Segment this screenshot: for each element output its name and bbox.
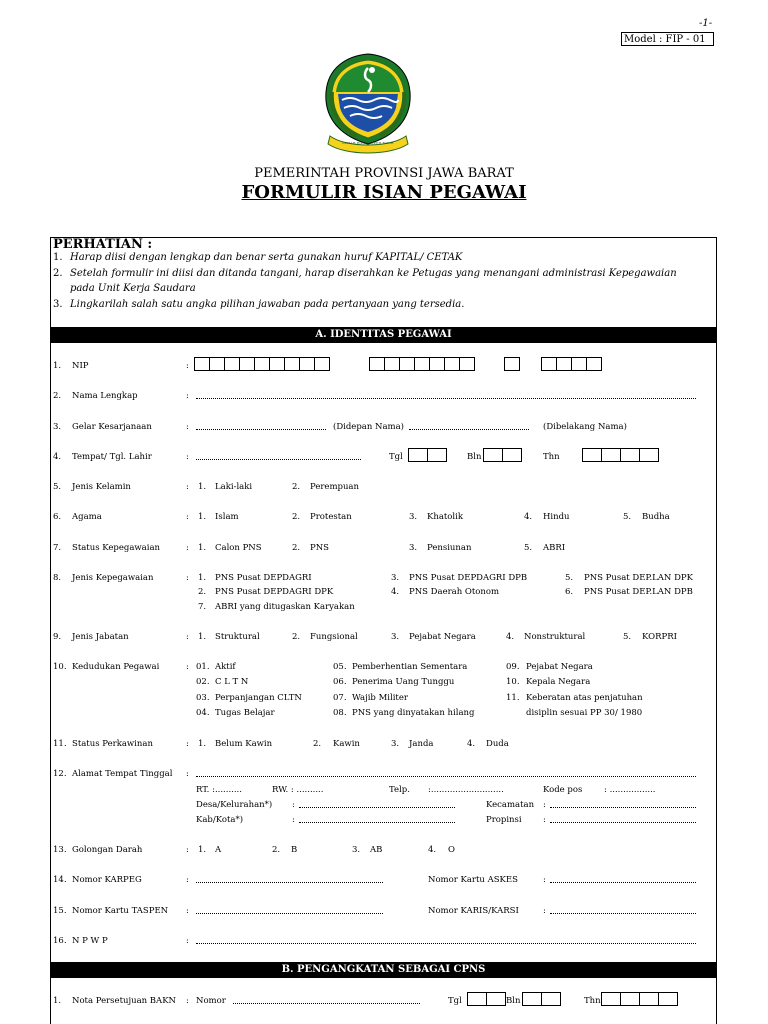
field-number: 1. bbox=[53, 996, 62, 1006]
option-number[interactable]: 2. bbox=[292, 543, 301, 553]
option-number[interactable]: 11. bbox=[506, 693, 520, 703]
field-number: 13. bbox=[53, 845, 67, 855]
option-number[interactable]: 1. bbox=[198, 632, 207, 642]
option-number[interactable]: 4. bbox=[524, 512, 533, 522]
colon: : bbox=[186, 769, 189, 779]
option-label: Pejabat Negara bbox=[409, 632, 476, 642]
thn-lahir-boxes[interactable] bbox=[582, 448, 659, 462]
option-number[interactable]: 1. bbox=[198, 482, 207, 492]
option-label: Pejabat Negara bbox=[526, 662, 593, 672]
form-model-box: Model : FIP - 01 bbox=[621, 32, 714, 46]
telp-label: Telp. bbox=[389, 785, 410, 795]
colon: : bbox=[186, 391, 189, 401]
option-number[interactable]: 01. bbox=[196, 662, 210, 672]
option-label: C L T N bbox=[215, 677, 249, 687]
option-number[interactable]: 2. bbox=[313, 739, 322, 749]
page-number: -1- bbox=[699, 18, 713, 29]
option-number[interactable]: 1. bbox=[198, 739, 207, 749]
tgl-label: Tgl bbox=[448, 996, 462, 1006]
option-label: Laki-laki bbox=[215, 482, 253, 492]
desa-input[interactable] bbox=[299, 807, 455, 808]
nama-input[interactable] bbox=[196, 398, 696, 399]
page-title: FORMULIR ISIAN PEGAWAI bbox=[241, 182, 527, 203]
option-label: Tugas Belajar bbox=[215, 708, 275, 718]
option-label: Protestan bbox=[310, 512, 352, 522]
field-number: 15. bbox=[53, 906, 67, 916]
option-label: Duda bbox=[486, 739, 509, 749]
kecamatan-input[interactable] bbox=[550, 807, 696, 808]
field-number: 9. bbox=[53, 632, 62, 642]
nomor-label: Nomor bbox=[196, 996, 226, 1006]
option-label: Belum Kawin bbox=[215, 739, 273, 749]
kelamin-label: Jenis Kelamin bbox=[72, 482, 131, 492]
notice-item: 3. Lingkarilah salah satu angka pilihan jawaban pada pertanyaan yang tersedia. bbox=[53, 299, 465, 310]
option-number[interactable]: 5. bbox=[565, 573, 574, 583]
jenis-jabatan-label: Jenis Jabatan bbox=[72, 632, 129, 642]
kedudukan-label: Kedudukan Pegawai bbox=[72, 662, 160, 672]
askes-label: Nomor Kartu ASKES bbox=[428, 875, 518, 885]
field-number: 8. bbox=[53, 573, 62, 583]
npwp-input[interactable] bbox=[196, 943, 696, 944]
option-label: Fungsional bbox=[310, 632, 358, 642]
option-number[interactable]: 09. bbox=[506, 662, 520, 672]
ttl-label: Tempat/ Tgl. Lahir bbox=[72, 452, 152, 462]
colon: : bbox=[543, 906, 546, 916]
colon: : bbox=[543, 815, 546, 825]
field-number: 1. bbox=[53, 361, 62, 371]
taspen-input[interactable] bbox=[196, 913, 383, 914]
gelar-belakang-input[interactable] bbox=[409, 429, 529, 430]
option-label: Hindu bbox=[543, 512, 570, 522]
option-label: A bbox=[215, 845, 222, 855]
notice-item: 1. Harap diisi dengan lengkap dan benar serta gunakan huruf KAPITAL/ CETAK bbox=[53, 252, 463, 263]
colon: : bbox=[186, 573, 189, 583]
option-label: Penerima Uang Tunggu bbox=[352, 677, 455, 687]
option-number[interactable]: 4. bbox=[506, 632, 515, 642]
gelar-depan-input[interactable] bbox=[196, 429, 326, 430]
notice-item-continued: pada Unit Kerja Saudara bbox=[70, 283, 196, 294]
option-label: Kawin bbox=[333, 739, 360, 749]
nip-input-boxes-2[interactable] bbox=[369, 357, 475, 371]
desa-label: Desa/Kelurahan*) bbox=[196, 800, 273, 810]
option-number[interactable]: 5. bbox=[623, 632, 632, 642]
colon: : bbox=[543, 875, 546, 885]
option-label: PNS Pusat DEPDAGRI DPK bbox=[215, 587, 334, 597]
colon: : bbox=[186, 632, 189, 642]
option-number[interactable]: 1. bbox=[198, 573, 207, 583]
option-label: Kepala Negara bbox=[526, 677, 591, 687]
tgl-lahir-boxes[interactable] bbox=[408, 448, 447, 462]
option-label: Wajib Militer bbox=[352, 693, 408, 703]
notice-heading: PERHATIAN : bbox=[53, 237, 153, 252]
field-number: 6. bbox=[53, 512, 62, 522]
gelar-depan-label: (Didepan Nama) bbox=[333, 422, 404, 432]
option-label: Struktural bbox=[215, 632, 260, 642]
rw-input[interactable]: RW. : .......... bbox=[272, 785, 324, 795]
option-number[interactable]: 1. bbox=[198, 512, 207, 522]
rt-input[interactable]: RT. :.......... bbox=[196, 785, 242, 795]
colon: : bbox=[186, 845, 189, 855]
colon: : bbox=[186, 906, 189, 916]
nota-tgl-boxes[interactable] bbox=[467, 992, 506, 1006]
kab-label: Kab/Kota*) bbox=[196, 815, 244, 825]
option-label: KORPRI bbox=[642, 632, 677, 642]
kawin-label: Status Perkawinan bbox=[72, 739, 153, 749]
propinsi-input[interactable] bbox=[550, 822, 696, 823]
option-number[interactable]: 05. bbox=[333, 662, 347, 672]
kab-input[interactable] bbox=[299, 822, 455, 823]
field-number: 2. bbox=[53, 391, 62, 401]
gelar-label: Gelar Kesarjanaan bbox=[72, 422, 152, 432]
tempat-lahir-input[interactable] bbox=[196, 459, 361, 460]
option-label: Pemberhentian Sementara bbox=[352, 662, 468, 672]
colon: : bbox=[543, 800, 546, 810]
option-label: Pensiunan bbox=[427, 543, 472, 553]
option-number[interactable]: 4. bbox=[428, 845, 437, 855]
karis-label: Nomor KARIS/KARSI bbox=[428, 906, 519, 916]
thn-label: Thn bbox=[543, 452, 560, 462]
field-number: 14. bbox=[53, 875, 67, 885]
option-number[interactable]: 6. bbox=[565, 587, 574, 597]
option-label: Perempuan bbox=[310, 482, 359, 492]
option-number[interactable]: 1. bbox=[198, 543, 207, 553]
option-label: PNS yang dinyatakan hilang bbox=[352, 708, 475, 718]
option-number[interactable]: 07. bbox=[333, 693, 347, 703]
option-number[interactable]: 03. bbox=[196, 693, 210, 703]
option-number[interactable]: 3. bbox=[409, 543, 418, 553]
colon: : bbox=[186, 936, 189, 946]
colon: : bbox=[186, 452, 189, 462]
colon: : bbox=[186, 739, 189, 749]
kodepos-label: Kode pos bbox=[543, 785, 583, 795]
karpeg-input[interactable] bbox=[196, 882, 383, 883]
notice-item: 2. Setelah formulir ini diisi dan ditanda tangani, harap diserahkan ke Petugas yang menangani administrasi Kepegawaian bbox=[53, 268, 677, 279]
colon: : bbox=[292, 800, 295, 810]
colon: : bbox=[186, 996, 189, 1006]
field-number: 12. bbox=[53, 769, 67, 779]
colon: : bbox=[186, 482, 189, 492]
colon: : bbox=[292, 815, 295, 825]
colon: : bbox=[186, 361, 189, 371]
option-label: PNS Daerah Otonom bbox=[409, 587, 500, 597]
option-label: PNS Pusat DEP.LAN DPB bbox=[584, 587, 693, 597]
government-name: PEMERINTAH PROVINSI JAWA BARAT bbox=[254, 166, 514, 181]
option-label: O bbox=[448, 845, 455, 855]
nota-bakn-label: Nota Persetujuan BAKN bbox=[72, 996, 176, 1006]
nama-label: Nama Lengkap bbox=[72, 391, 138, 401]
askes-input[interactable] bbox=[550, 882, 696, 883]
option-number[interactable]: 3. bbox=[391, 739, 400, 749]
colon: : bbox=[186, 422, 189, 432]
bln-label: Bln bbox=[506, 996, 521, 1006]
option-label: AB bbox=[370, 845, 383, 855]
option-number[interactable]: 2. bbox=[292, 482, 301, 492]
agama-label: Agama bbox=[72, 512, 102, 522]
gelar-belakang-label: (Dibelakang Nama) bbox=[543, 422, 627, 432]
telp-input[interactable]: :........................... bbox=[428, 785, 504, 795]
colon: : bbox=[186, 512, 189, 522]
option-number[interactable]: 5. bbox=[623, 512, 632, 522]
nip-input-boxes-4[interactable] bbox=[541, 357, 602, 371]
section-b-title: B. PENGANGKATAN SEBAGAI CPNS bbox=[51, 962, 716, 978]
option-number[interactable]: 4. bbox=[467, 739, 476, 749]
option-number[interactable]: 5. bbox=[524, 543, 533, 553]
option-label: Keberatan atas penjatuhan bbox=[526, 693, 643, 703]
npwp-label: N P W P bbox=[72, 936, 108, 946]
karpeg-label: Nomor KARPEG bbox=[72, 875, 142, 885]
option-number[interactable]: 4. bbox=[391, 587, 400, 597]
option-number[interactable]: 02. bbox=[196, 677, 210, 687]
option-number[interactable]: 2. bbox=[272, 845, 281, 855]
option-number[interactable]: 3. bbox=[352, 845, 361, 855]
karis-input[interactable] bbox=[550, 913, 696, 914]
emblem-ribbon-text: GEMAH RIPAH REPEH RAPIH bbox=[342, 141, 394, 145]
tgl-label: Tgl bbox=[389, 452, 403, 462]
option-label: Khatolik bbox=[427, 512, 464, 522]
option-label: PNS bbox=[310, 543, 329, 553]
option-label: ABRI bbox=[543, 543, 566, 553]
option-number[interactable]: 08. bbox=[333, 708, 347, 718]
option-label: Budha bbox=[642, 512, 670, 522]
field-number: 3. bbox=[53, 422, 62, 432]
status-kepeg-label: Status Kepegawaian bbox=[72, 543, 160, 553]
option-label: Janda bbox=[409, 739, 434, 749]
option-number[interactable]: 2. bbox=[198, 587, 207, 597]
option-number[interactable]: 10. bbox=[506, 677, 520, 687]
nota-thn-boxes[interactable] bbox=[601, 992, 678, 1006]
option-label: ABRI yang ditugaskan Karyakan bbox=[215, 602, 355, 612]
option-number[interactable]: 2. bbox=[292, 632, 301, 642]
field-number: 7. bbox=[53, 543, 62, 553]
option-number[interactable]: 3. bbox=[391, 573, 400, 583]
section-a-title: A. IDENTITAS PEGAWAI bbox=[51, 327, 716, 343]
option-label: Calon PNS bbox=[215, 543, 262, 553]
nota-nomor-input[interactable] bbox=[233, 1003, 420, 1004]
bln-label: Bln bbox=[467, 452, 482, 462]
darah-label: Golongan Darah bbox=[72, 845, 143, 855]
kecamatan-label: Kecamatan bbox=[486, 800, 535, 810]
option-number[interactable]: 06. bbox=[333, 677, 347, 687]
field-number: 10. bbox=[53, 662, 67, 672]
colon: : bbox=[186, 875, 189, 885]
option-label: Perpanjangan CLTN bbox=[215, 693, 302, 703]
taspen-label: Nomor Kartu TASPEN bbox=[72, 906, 169, 916]
field-number: 4. bbox=[53, 452, 62, 462]
alamat-input[interactable] bbox=[196, 776, 696, 777]
option-label: PNS Pusat DEPDAGRI DPB bbox=[409, 573, 528, 583]
option-label: Aktif bbox=[215, 662, 236, 672]
propinsi-label: Propinsi bbox=[486, 815, 522, 825]
option-number[interactable]: 7. bbox=[198, 602, 207, 612]
field-number: 16. bbox=[53, 936, 67, 946]
option-number[interactable]: 04. bbox=[196, 708, 210, 718]
jenis-kepeg-label: Jenis Kepegawaian bbox=[72, 573, 154, 583]
nip-label: NIP bbox=[72, 361, 89, 371]
field-number: 11. bbox=[53, 739, 67, 749]
bln-lahir-boxes[interactable] bbox=[483, 448, 522, 462]
option-label: B bbox=[291, 845, 298, 855]
field-number: 5. bbox=[53, 482, 62, 492]
option-number[interactable]: 2. bbox=[292, 512, 301, 522]
nip-input-boxes-3[interactable] bbox=[504, 357, 520, 371]
option-label: Nonstruktural bbox=[524, 632, 586, 642]
option-label: PNS Pusat DEPDAGRI bbox=[215, 573, 312, 583]
option-number[interactable]: 1. bbox=[198, 845, 207, 855]
option-label: PNS Pusat DEP.LAN DPK bbox=[584, 573, 693, 583]
kodepos-input[interactable]: : ................. bbox=[604, 785, 656, 795]
option-number[interactable]: 3. bbox=[391, 632, 400, 642]
alamat-label: Alamat Tempat Tinggal bbox=[72, 769, 173, 779]
nota-bln-boxes[interactable] bbox=[522, 992, 561, 1006]
option-label: disiplin sesuai PP 30/ 1980 bbox=[526, 708, 643, 718]
option-number[interactable]: 3. bbox=[409, 512, 418, 522]
nip-input-boxes-1[interactable] bbox=[194, 357, 330, 371]
option-label: Islam bbox=[215, 512, 239, 522]
thn-label: Thn bbox=[584, 996, 601, 1006]
colon: : bbox=[186, 662, 189, 672]
colon: : bbox=[186, 543, 189, 553]
